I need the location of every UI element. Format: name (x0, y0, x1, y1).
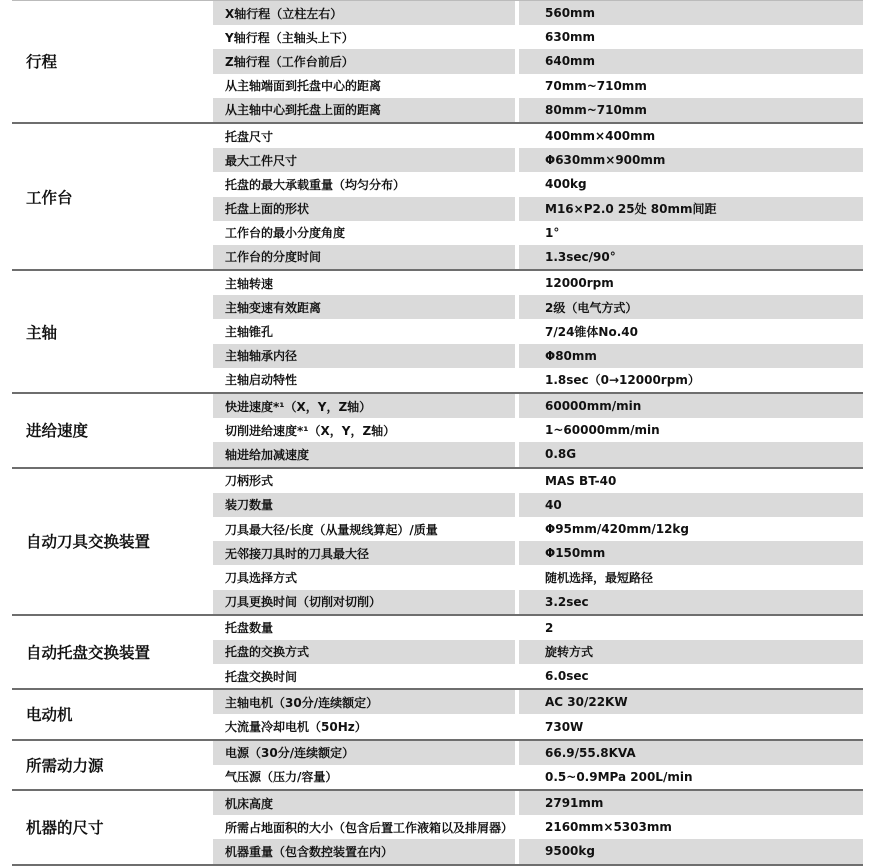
spec-row (213, 469, 863, 493)
spec-key: 轴进给加减速度 (213, 442, 519, 466)
spec-value: M16×P2.0 25处 80mm间距 (545, 202, 717, 217)
spec-value: 0.5~0.9MPa 200L/min (545, 769, 693, 784)
group-title: 进给速度 (26, 422, 89, 441)
spec-value: 3.2sec (545, 594, 589, 609)
spec-key: 机床高度 (213, 791, 519, 815)
spec-key: 所需占地面积的大小（包含后置工作液箱以及排屑器） (213, 815, 519, 839)
spec-value: 7/24锥体No.40 (545, 325, 638, 340)
spec-row (213, 690, 863, 714)
spec-key: 气压源（压力/容量） (213, 765, 519, 789)
group-rows (213, 271, 863, 392)
spec-value: 1.3sec/90° (545, 249, 616, 264)
spec-group (12, 271, 863, 394)
spec-row (213, 791, 863, 815)
spec-key: 托盘尺寸 (213, 124, 519, 148)
spec-value: 400mm×400mm (545, 129, 656, 144)
spec-row (213, 714, 863, 738)
spec-value: 6.0sec (545, 669, 589, 684)
group-rows (213, 124, 863, 269)
group-title: 自动刀具交换装置 (26, 533, 151, 552)
spec-key: 工作台的最小分度角度 (213, 221, 519, 245)
spec-group (12, 690, 863, 740)
spec-row (213, 640, 863, 664)
spec-row (213, 765, 863, 789)
spec-row (213, 124, 863, 148)
spec-row (213, 590, 863, 614)
spec-table (12, 0, 863, 866)
spec-key: 托盘数量 (213, 616, 519, 640)
spec-row (213, 319, 863, 343)
spec-value: 随机选择，最短路径 (545, 570, 654, 585)
spec-row (213, 49, 863, 73)
spec-value: 730W (545, 719, 584, 734)
spec-group (12, 616, 863, 691)
spec-value: MAS BT-40 (545, 473, 617, 488)
spec-key: 装刀数量 (213, 493, 519, 517)
spec-row (213, 197, 863, 221)
spec-key: 主轴电机（30分/连续额定） (213, 690, 519, 714)
spec-key: 托盘交换时间 (213, 664, 519, 688)
spec-value: Φ80mm (545, 348, 597, 363)
spec-value: 1.8sec（0→12000rpm） (545, 373, 700, 388)
spec-group (12, 741, 863, 791)
spec-value: 640mm (545, 54, 596, 69)
spec-row (213, 245, 863, 269)
spec-key: 从主轴中心到托盘上面的距离 (213, 98, 519, 122)
group-rows (213, 741, 863, 789)
spec-row (213, 664, 863, 688)
spec-row (213, 148, 863, 172)
group-rows (213, 616, 863, 689)
spec-value: 12000rpm (545, 276, 614, 291)
spec-value: 630mm (545, 30, 596, 45)
spec-value: 560mm (545, 6, 596, 21)
spec-key: 快进速度*¹（X，Y，Z轴） (213, 394, 519, 418)
spec-group (12, 124, 863, 271)
spec-value: 1~60000mm/min (545, 423, 660, 438)
spec-key: 托盘的最大承载重量（均匀分布） (213, 172, 519, 196)
spec-value: 0.8G (545, 447, 577, 462)
spec-key: 工作台的分度时间 (213, 245, 519, 269)
spec-row (213, 741, 863, 765)
spec-row (213, 271, 863, 295)
spec-value: Φ150mm (545, 546, 606, 561)
spec-key: Y轴行程（主轴头上下） (213, 25, 519, 49)
spec-row (213, 74, 863, 98)
spec-row (213, 221, 863, 245)
group-title: 电动机 (26, 706, 73, 725)
spec-row (213, 442, 863, 466)
group-title: 主轴 (26, 323, 58, 342)
spec-value: 70mm~710mm (545, 78, 647, 93)
spec-row (213, 541, 863, 565)
spec-key: 刀具最大径/长度（从量规线算起）/质量 (213, 517, 519, 541)
spec-row (213, 517, 863, 541)
spec-value: 2 (545, 620, 554, 635)
spec-key: 最大工件尺寸 (213, 148, 519, 172)
spec-row (213, 25, 863, 49)
group-title: 机器的尺寸 (26, 819, 104, 838)
spec-row (213, 98, 863, 122)
group-rows (213, 690, 863, 738)
spec-key: X轴行程（立柱左右） (213, 1, 519, 25)
group-rows (213, 791, 863, 864)
spec-value: 2级（电气方式） (545, 300, 638, 315)
spec-value: 66.9/55.8KVA (545, 745, 636, 760)
spec-value: 60000mm/min (545, 399, 642, 414)
spec-key: 托盘上面的形状 (213, 197, 519, 221)
spec-value: 2791mm (545, 796, 604, 811)
spec-value: 9500kg (545, 844, 595, 859)
spec-row (213, 1, 863, 25)
spec-key: Z轴行程（工作台前后） (213, 49, 519, 73)
spec-key: 刀柄形式 (213, 469, 519, 493)
spec-row (213, 493, 863, 517)
spec-key: 无邻接刀具时的刀具最大径 (213, 541, 519, 565)
group-rows (213, 394, 863, 467)
spec-key: 刀具更换时间（切削对切削） (213, 590, 519, 614)
spec-row (213, 565, 863, 589)
spec-value: 40 (545, 497, 562, 512)
group-title: 工作台 (26, 188, 73, 207)
spec-row (213, 418, 863, 442)
spec-group (12, 791, 863, 866)
group-title: 自动托盘交换装置 (26, 643, 151, 662)
spec-value: 旋转方式 (545, 645, 594, 660)
spec-group (12, 0, 863, 124)
spec-row (213, 344, 863, 368)
spec-value: Φ630mm×900mm (545, 153, 666, 168)
group-title: 所需动力源 (26, 756, 104, 775)
group-rows (213, 469, 863, 614)
spec-value: AC 30/22KW (545, 695, 628, 710)
spec-value: 1° (545, 225, 560, 240)
spec-key: 切削进给速度*¹（X，Y，Z轴） (213, 418, 519, 442)
spec-key: 主轴转速 (213, 271, 519, 295)
spec-key: 机器重量（包含数控装置在内） (213, 839, 519, 863)
spec-key: 刀具选择方式 (213, 565, 519, 589)
spec-key: 主轴轴承内径 (213, 344, 519, 368)
spec-key: 主轴锥孔 (213, 319, 519, 343)
group-title: 行程 (26, 53, 58, 72)
spec-group (12, 469, 863, 616)
spec-key: 从主轴端面到托盘中心的距离 (213, 74, 519, 98)
spec-value: Φ95mm/420mm/12kg (545, 522, 689, 537)
spec-key: 主轴变速有效距离 (213, 295, 519, 319)
spec-key: 大流量冷却电机（50Hz） (213, 714, 519, 738)
spec-row (213, 394, 863, 418)
spec-key: 托盘的交换方式 (213, 640, 519, 664)
spec-row (213, 295, 863, 319)
spec-row (213, 172, 863, 196)
spec-row (213, 368, 863, 392)
spec-key: 电源（30分/连续额定） (213, 741, 519, 765)
spec-value: 400kg (545, 177, 587, 192)
spec-value: 80mm~710mm (545, 102, 647, 117)
spec-row (213, 815, 863, 839)
spec-key: 主轴启动特性 (213, 368, 519, 392)
spec-value: 2160mm×5303mm (545, 820, 672, 835)
spec-group (12, 394, 863, 469)
spec-row (213, 839, 863, 863)
group-rows (213, 1, 863, 122)
spec-row (213, 616, 863, 640)
